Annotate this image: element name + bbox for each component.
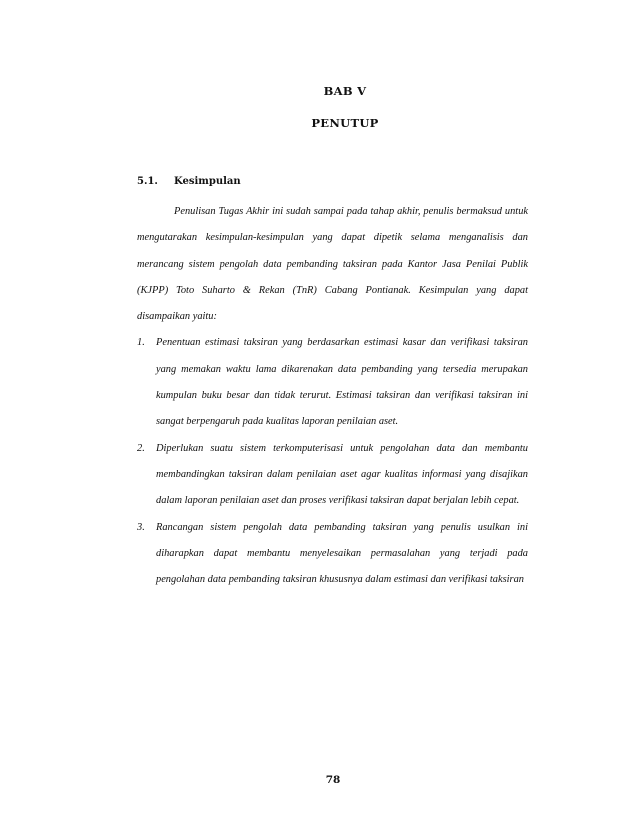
chapter-title: PENUTUP bbox=[311, 116, 379, 130]
list-item bbox=[137, 436, 528, 515]
page-number: 78 bbox=[325, 774, 341, 786]
intro-paragraph: Penulisan Tugas Akhir ini sudah sampai pada tahap akhir, penulis bermaksud untuk mengutarakan kesimpulan-kesimpulan yang dapat dipetik selama menganalisis dan merancang sistem pengolah data pembanding taksiran pada Kantor Jasa Penilai Publik (KJPP) Toto Suharto & Rekan (TnR) Cabang Pontianak. Kesimpulan yang dapat disampaikan yaitu: bbox=[137, 206, 528, 323]
section-title: Kesimpulan bbox=[174, 176, 241, 187]
section-number: 5.1. bbox=[137, 176, 158, 187]
list-item-text: Diperlukan suatu sistem terkomputerisasi untuk pengolahan data dan membantu membandingkan taksiran dalam penilaian aset agar kualitas informasi yang disajikan dalam laporan penilaian aset dan proses verifikasi taksiran dapat berjalan lebih cepat. bbox=[156, 442, 528, 507]
chapter-number: BAB V bbox=[323, 84, 367, 98]
list-item-text: Penentuan estimasi taksiran yang berdasarkan estimasi kasar dan verifikasi taksiran yang memakan waktu lama dikarenakan data pembanding yang tersedia merupakan kumpulan buku besar dan tidak terurut. Estimasi taksiran dan verifikasi taksiran ini sangat berpengaruh pada kualitas laporan penilaian aset. bbox=[156, 337, 528, 428]
list-item bbox=[137, 515, 528, 594]
list-marker: 2. bbox=[137, 442, 145, 454]
section-body bbox=[137, 199, 528, 593]
list-item-text: Rancangan sistem pengolah data pembanding taksiran yang penulis usulkan ini diharapkan dapat membantu menyelesaikan permasalahan yang terjadi pada pengolahan data pembanding taksiran khususnya dalam estimasi dan verifikasi taksiran bbox=[156, 521, 528, 586]
list-marker: 1. bbox=[137, 337, 145, 349]
list-item bbox=[137, 330, 528, 435]
conclusion-list bbox=[137, 330, 528, 593]
list-marker: 3. bbox=[137, 521, 145, 533]
section-heading bbox=[137, 176, 337, 187]
